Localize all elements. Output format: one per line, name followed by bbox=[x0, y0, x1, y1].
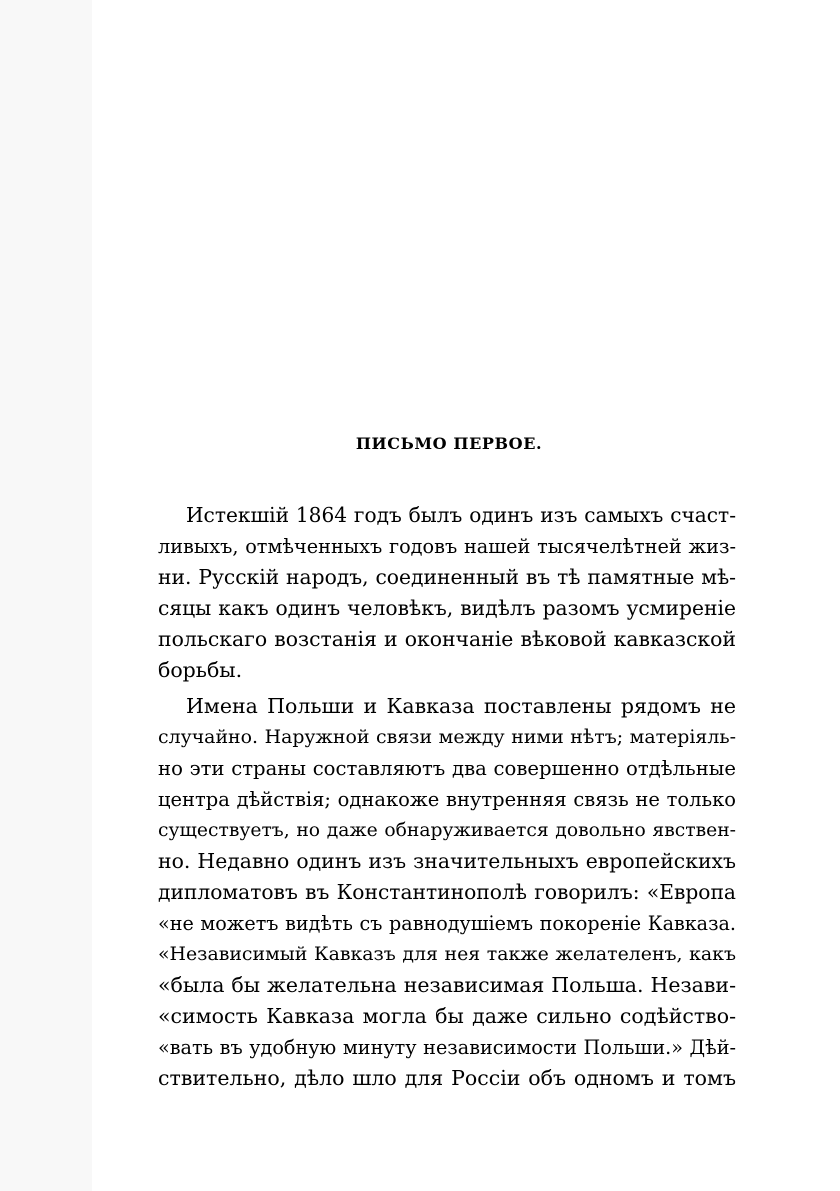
text-line: «Независимый Кавказъ для нея также желателенъ, какъ bbox=[158, 943, 736, 965]
body-text bbox=[158, 500, 736, 1094]
text-line: «была бы желательна независимая Польша. Незави- bbox=[158, 973, 736, 997]
text-line: но эти страны составляютъ два совершенно отдѣльные bbox=[158, 757, 736, 780]
text-line: Имена Польши и Кавказа поставлены рядомъ не bbox=[186, 694, 736, 718]
text-line: ливыхъ, отмѣченныхъ годовъ нашей тысячелѣтней жиз- bbox=[158, 535, 736, 558]
text-line: «вать въ удобную минуту независимости Польши.» Дѣй- bbox=[158, 1036, 736, 1059]
text-line: случайно. Наружной связи между ними нѣтъ; матеріяль- bbox=[158, 726, 736, 748]
paragraph-1 bbox=[158, 500, 736, 686]
text-line: «симость Кавказа могла бы даже сильно содѣйство- bbox=[158, 1004, 736, 1028]
text-line: центра дѣйствія; однакоже внутренняя связь не только bbox=[158, 788, 736, 811]
text-line: сяцы какъ одинъ человѣкъ, видѣлъ разомъ усмиреніе bbox=[158, 596, 736, 620]
paragraph-2 bbox=[158, 691, 736, 1094]
text-line: существуетъ, но даже обнаруживается довольно явствен- bbox=[158, 820, 736, 841]
chapter-heading: ПИСЬМО ПЕРВОЕ. bbox=[355, 434, 543, 453]
page-gutter-shade bbox=[0, 0, 92, 1191]
text-line: «не можетъ видѣть съ равнодушіемъ покореніе Кавказа. bbox=[158, 912, 736, 935]
text-line: ствительно, дѣло шло для Россіи объ одномъ и томъ bbox=[158, 1066, 736, 1090]
text-line: дипломатовъ въ Константинополѣ говорилъ: «Европа bbox=[158, 880, 736, 904]
text-line: борьбы. bbox=[158, 658, 243, 682]
text-line: польскаго возстанія и окончаніе вѣковой кавказской bbox=[158, 627, 736, 651]
text-line: Истекшій 1864 годъ былъ одинъ изъ самыхъ счаст- bbox=[186, 503, 736, 527]
text-line: ни. Русскій народъ, соединенный въ тѣ памятные мѣ- bbox=[158, 565, 736, 589]
text-line: но. Недавно одинъ изъ значительныхъ европейскихъ bbox=[158, 849, 736, 873]
